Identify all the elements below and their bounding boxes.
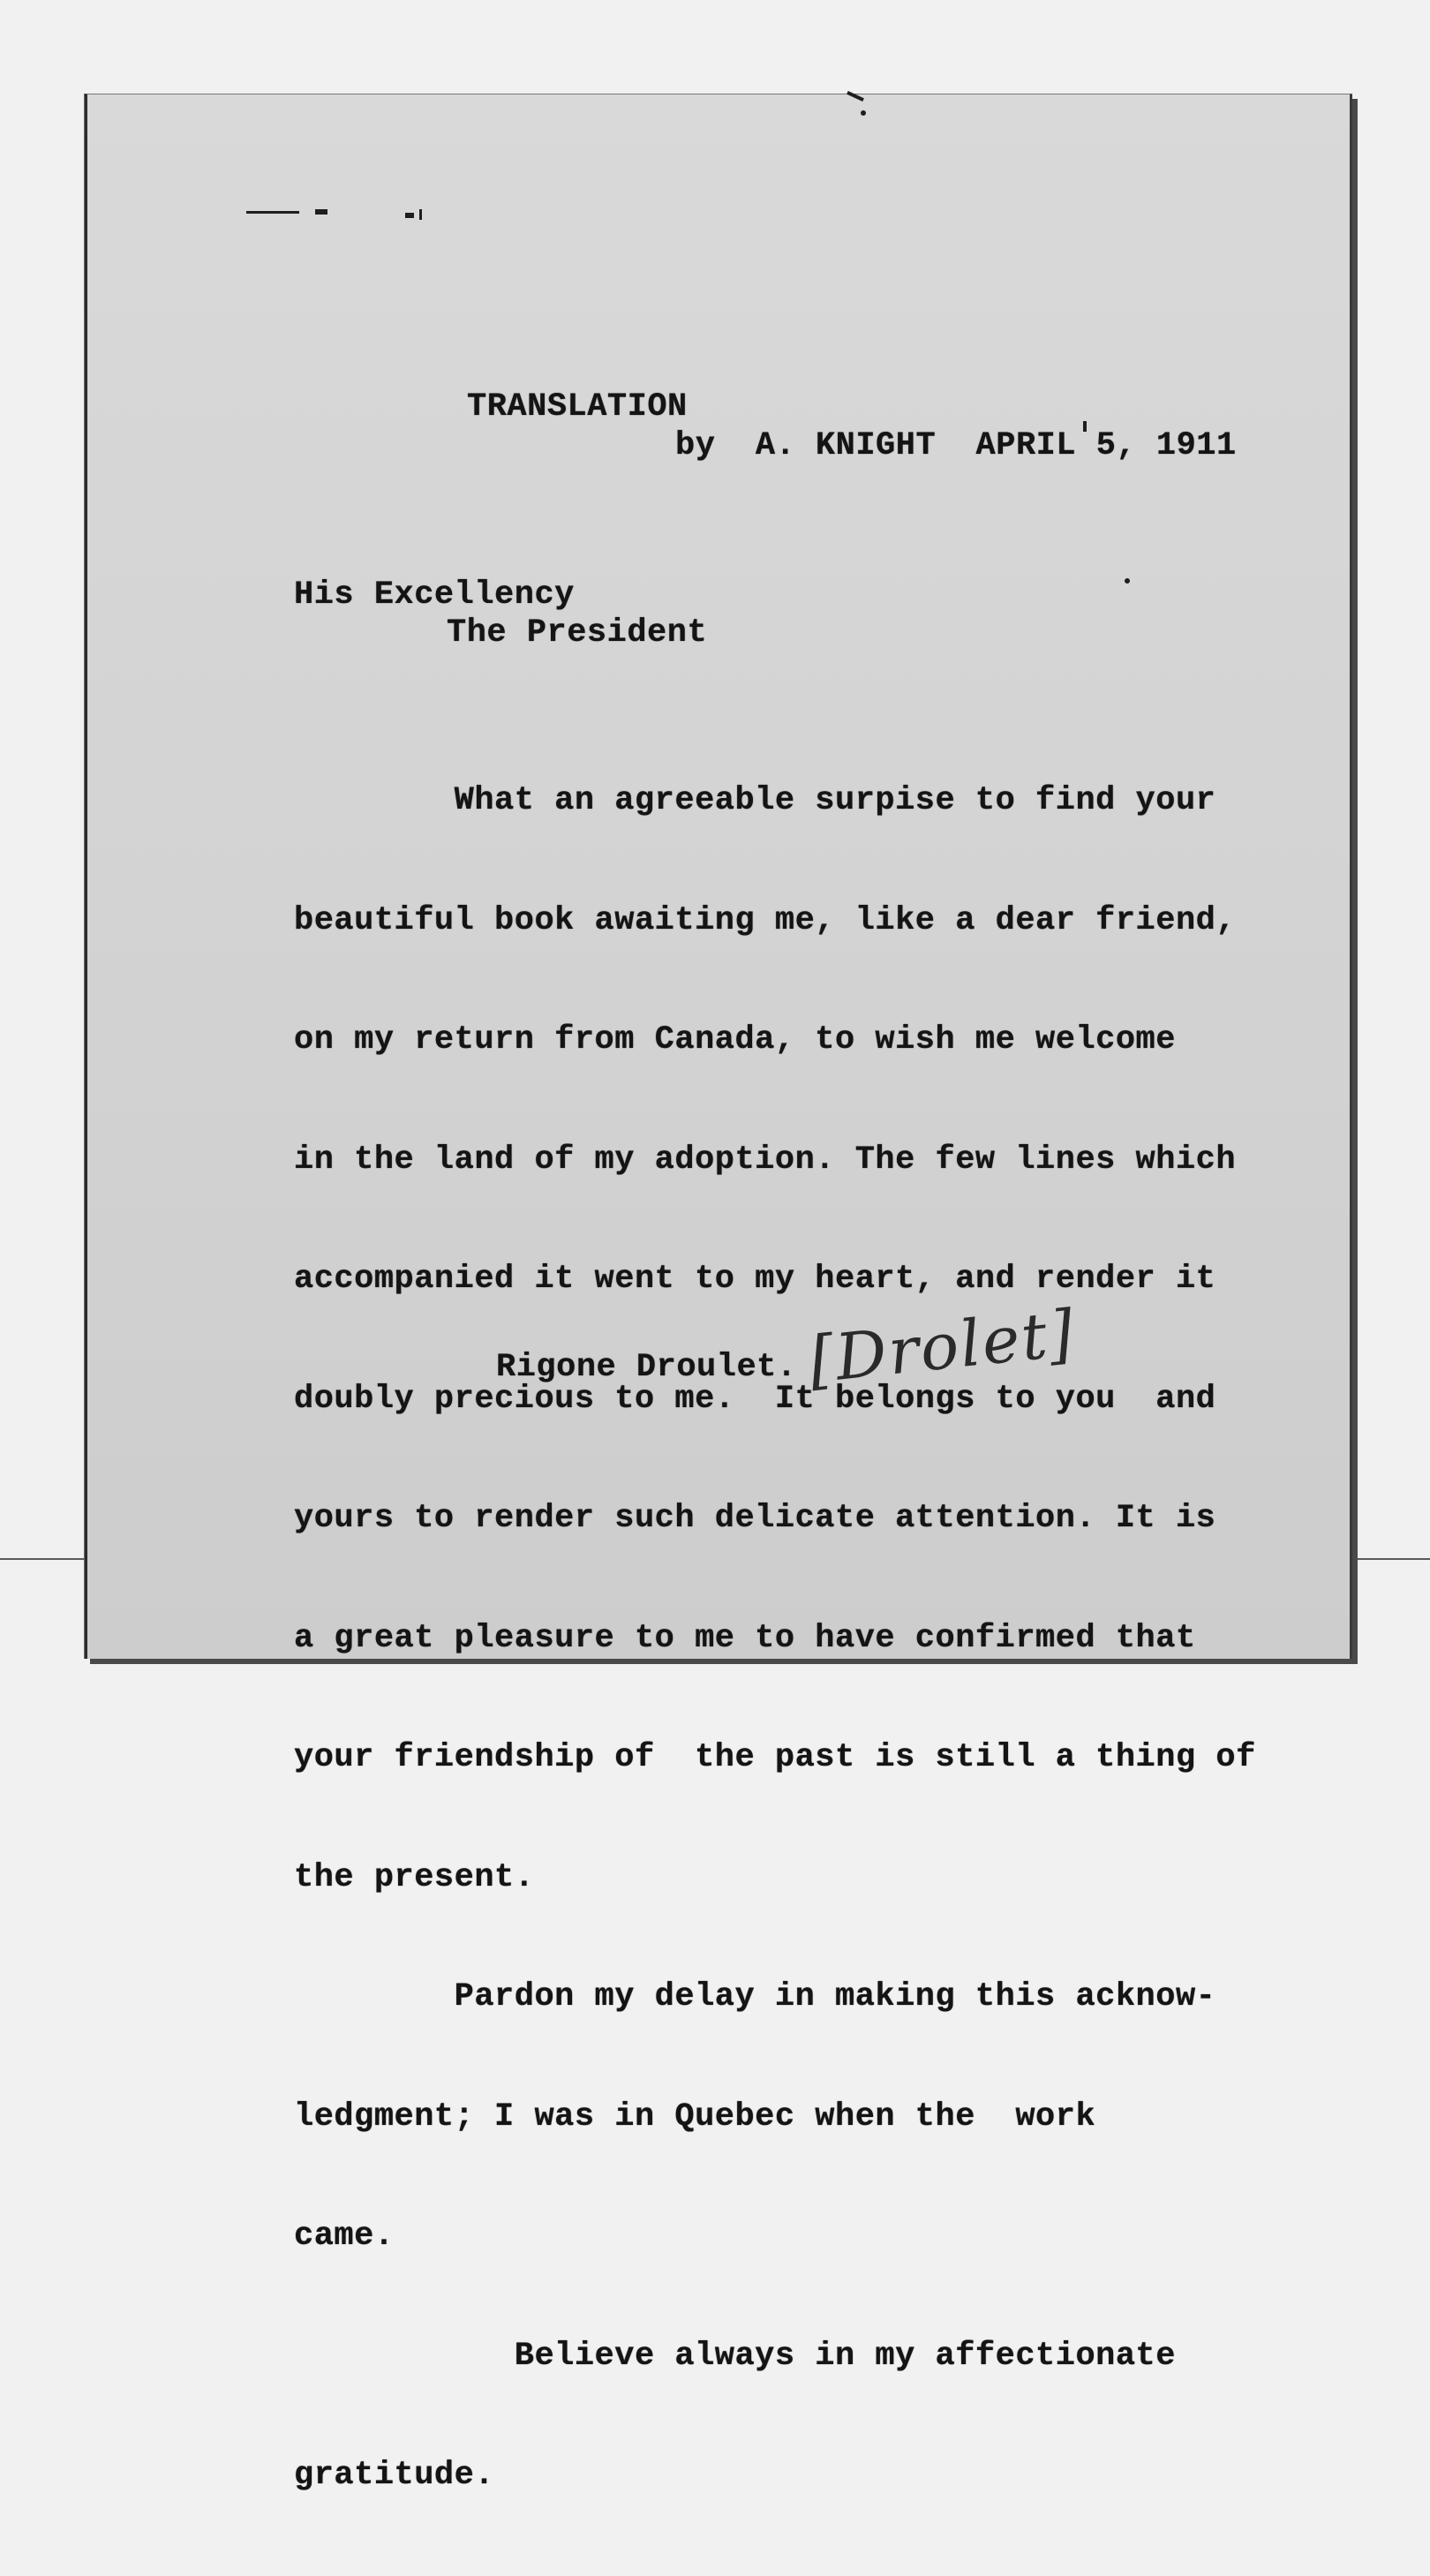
salutation-line-1: His Excellency: [294, 576, 575, 614]
letter-sheet: [85, 94, 1352, 2494]
body-line: came.: [294, 2218, 395, 2255]
letter-body: [294, 702, 1256, 2576]
letter-heading: TRANSLATION: [467, 388, 688, 426]
body-line: What an agreeable surpise to find your: [294, 782, 1216, 819]
body-line: Pardon my delay in making this acknow-: [294, 1978, 1216, 2015]
body-line: gratitude.: [294, 2457, 495, 2494]
paper-mark: [1125, 578, 1130, 584]
body-line: in the land of my adoption. The few lines which: [294, 1141, 1237, 1179]
paper-mark: [419, 209, 422, 220]
paper-mark: [315, 209, 327, 215]
body-line: your friendship of the past is still a thing of: [294, 1739, 1256, 1776]
body-line: yours to render such delicate attention. It is: [294, 1500, 1216, 1537]
body-line: accompanied it went to my heart, and render it: [294, 1261, 1216, 1298]
body-line: a great pleasure to me to have confirmed that: [294, 1619, 1196, 1657]
paper-mark: [861, 110, 866, 116]
body-line: beautiful book awaiting me, like a dear friend,: [294, 901, 1237, 939]
letter-signoff: Rigone Droulet.: [496, 1349, 797, 1386]
body-line: on my return from Canada, to wish me welcome: [294, 1021, 1176, 1058]
body-line: ledgment; I was in Quebec when the work: [294, 2098, 1096, 2135]
letter-byline: by A. KNIGHT APRIL 5, 1911: [675, 427, 1237, 464]
handwritten-annotation: [Drolet]: [805, 1295, 1079, 1397]
body-line: doubly precious to me. It belongs to you and: [294, 1380, 1216, 1418]
salutation-line-2: The President: [447, 614, 708, 652]
paper-mark: [246, 211, 299, 214]
body-line: Believe always in my affectionate: [294, 2337, 1176, 2375]
body-line: the present.: [294, 1858, 535, 1896]
paper-mark: [405, 213, 414, 218]
